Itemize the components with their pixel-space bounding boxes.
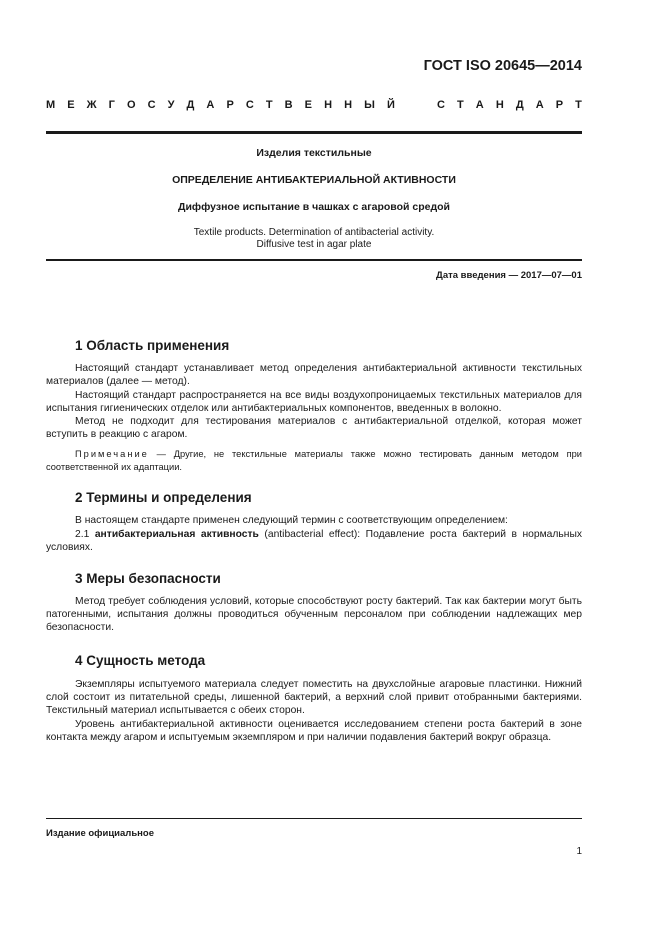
title-category: Изделия текстильные (256, 147, 372, 159)
standard-type-heading (46, 99, 582, 111)
title-main: ОПРЕДЕЛЕНИЕ АНТИБАКТЕРИАЛЬНОЙ АКТИВНОСТИ (172, 174, 456, 186)
section-4-paragraph-2: Уровень антибактериальной активности оценивается исследованием степени роста бактерий в зоне контакта между агаром и испытуемым экземпляром и при наличии подавления бактерий вокруг образца. (46, 719, 582, 744)
standard-type-letter: Н (344, 99, 353, 111)
term-number: 2.1 (75, 529, 95, 540)
title-subtitle: Диффузное испытание в чашках с агаровой средой (177, 201, 451, 213)
section-4-paragraph-1: Экземпляры испытуемого материала следует поместить на двухслойные агаровые пластинки. Нижний слой состоит из питательной среды, лишенной бактерий, а верхний слой привит отобранными бактериями. Текстильный материал испытывается с обеих сторон. (46, 679, 582, 717)
note-label: Примечание (75, 449, 149, 459)
standard-type-letter: Р (226, 99, 234, 111)
standard-type-letter: Т (457, 99, 464, 111)
standard-type-letter: А (475, 99, 484, 111)
document-code: ГОСТ ISO 20645—2014 (423, 58, 582, 74)
standard-type-letter: Ы (364, 99, 375, 111)
standard-type-letter: Е (67, 99, 75, 111)
section-2-heading: 2 Термины и определения (75, 490, 252, 505)
section-1-note (46, 448, 582, 474)
standard-type-letter: Ж (86, 99, 97, 111)
section-3-paragraph-1: Метод требует соблюдения условий, которые способствуют росту бактерий. Так как бактерии могут быть патогенными, испытания должны проводиться обученным персоналом при соблюдении надлежащих мер безопасности. (46, 596, 582, 634)
standard-type-letter: Н (495, 99, 504, 111)
section-4-heading: 4 Сущность метода (75, 653, 206, 668)
standard-type-letter: С (436, 99, 445, 111)
standard-type-letter: С (147, 99, 156, 111)
standard-type-letter: А (206, 99, 215, 111)
official-edition-label: Издание официальное (46, 828, 154, 839)
standard-type-letter: Г (108, 99, 115, 111)
title-rule (46, 259, 582, 261)
note-text: — Другие, не текстильные материалы также можно тестировать данным методом при соответственной их адаптации. (46, 449, 582, 473)
section-3-heading: 3 Меры безопасности (75, 571, 221, 586)
term-name: антибактериальная активность (94, 529, 259, 540)
introduction-date: Дата введения — 2017—07—01 (436, 270, 582, 281)
page-number: 1 (576, 846, 582, 857)
footer-rule (46, 818, 582, 819)
title-english-line-1: Textile products. Determination of antibacterial activity. (193, 227, 435, 238)
title-english-line-2: Diffusive test in agar plate (256, 239, 372, 250)
header-rule (46, 131, 582, 134)
standard-type-letter: А (535, 99, 544, 111)
standard-type-letter: У (167, 99, 175, 111)
section-1-paragraph-1: Настоящий стандарт устанавливает метод определения антибактериальной активности текстильных материалов (далее — метод). (46, 363, 582, 388)
letter-gap (407, 99, 425, 111)
standard-type-letter: С (245, 99, 254, 111)
standard-type-letter: М (46, 99, 56, 111)
title-english (46, 227, 582, 251)
standard-type-letter: Т (265, 99, 273, 111)
standard-type-letter: Д (515, 99, 524, 111)
section-1-heading: 1 Область применения (75, 338, 230, 353)
section-1-paragraph-2: Настоящий стандарт распространяется на все виды воздухопроницаемых текстильных материалов для испытания гигиенических отделок или антибактериальных компонентов, введенных в волокно. (46, 390, 582, 415)
standard-type-letter: О (126, 99, 136, 111)
term-text: (antibacterial effect): Подавление роста бактерий в нормальных условиях. (46, 529, 582, 554)
standard-type-letter: Й (386, 99, 395, 111)
standard-type-letter: Р (555, 99, 564, 111)
section-1-paragraph-3: Метод не подходит для тестирования материалов с антибактериальной отделкой, которая может вступить в реакцию с агаром. (46, 416, 582, 441)
standard-type-letter: Д (186, 99, 195, 111)
section-2-paragraph-1: В настоящем стандарте применен следующий термин с соответствующим определением: (75, 515, 508, 526)
standard-type-letter: Н (324, 99, 333, 111)
section-2-term-definition (46, 528, 582, 554)
standard-type-letter: В (284, 99, 293, 111)
standard-type-letter: Т (575, 99, 582, 111)
standard-type-letter: Е (304, 99, 313, 111)
